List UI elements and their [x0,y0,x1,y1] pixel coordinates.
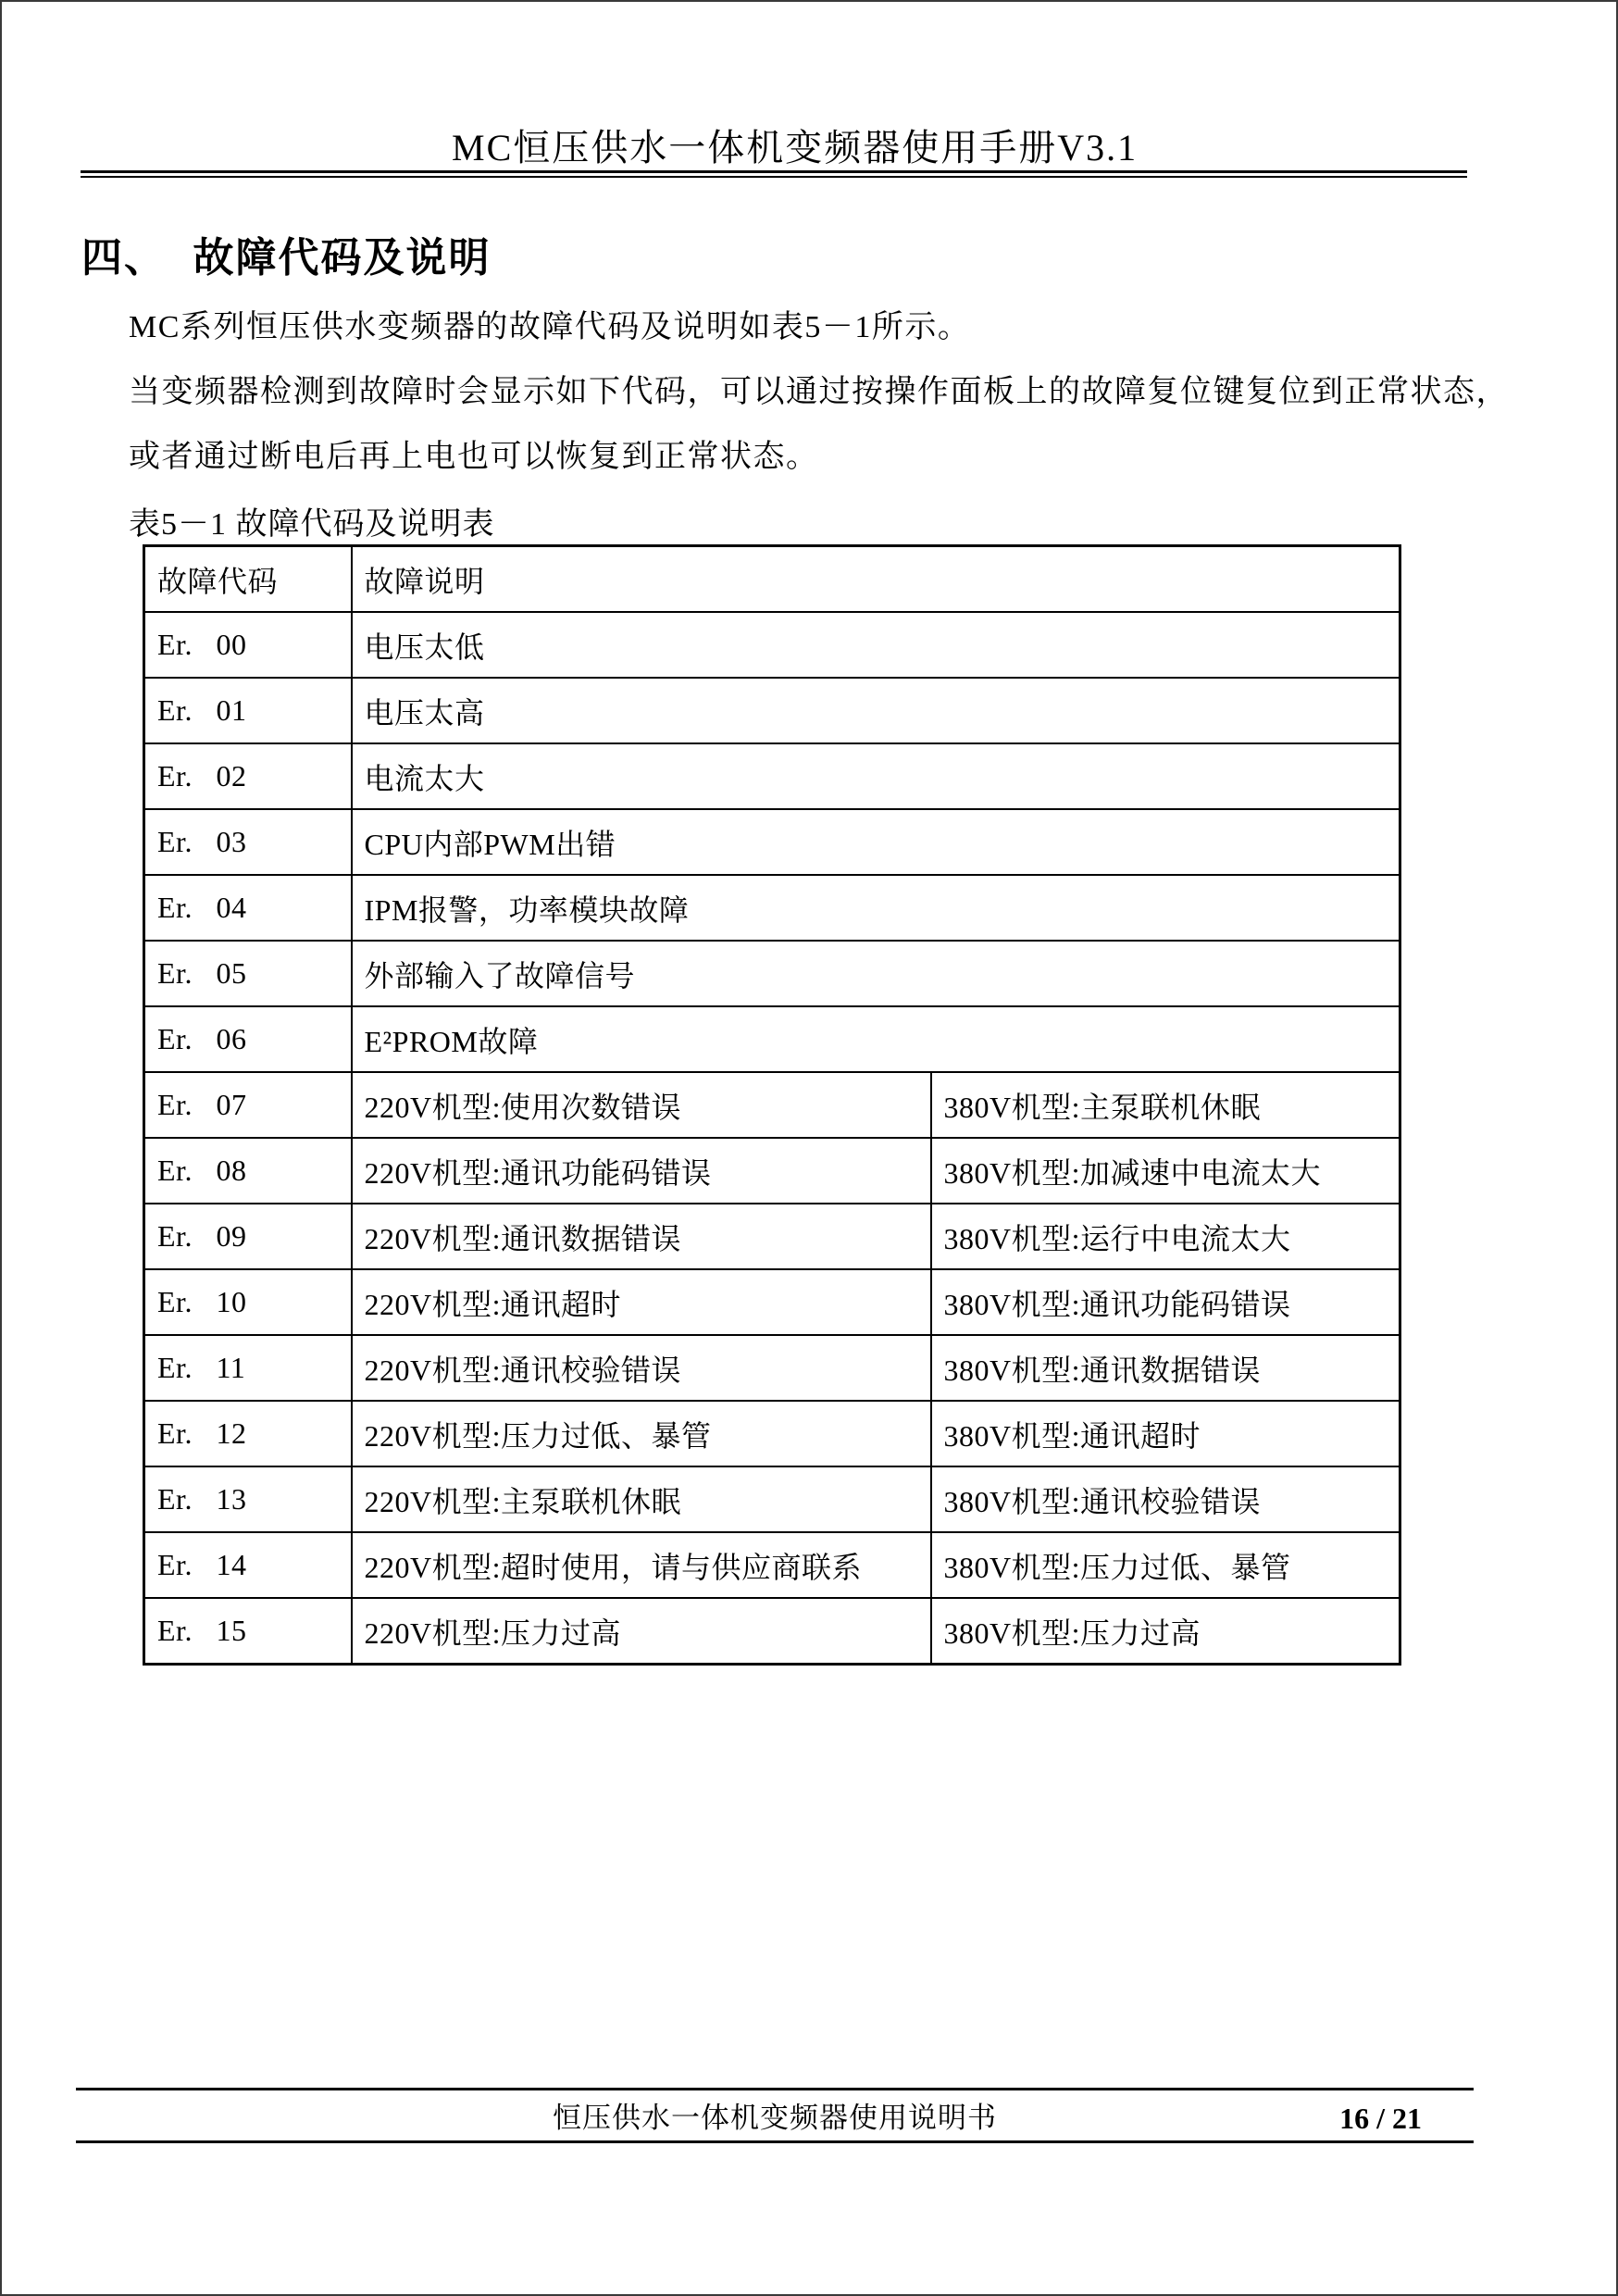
fault-code-cell: Er. 06 [144,1006,352,1072]
fault-desc-220v-cell: 220V机型:压力过高 [352,1598,931,1665]
table-row [144,1466,1400,1532]
footer-page-number: 16 / 21 [1339,2102,1422,2135]
fault-code-cell: Er. 12 [144,1401,352,1466]
fault-desc-380v-cell: 380V机型:压力过低、暴管 [931,1532,1400,1598]
fault-desc-380v-cell: 380V机型:运行中电流太大 [931,1204,1400,1269]
footer-rule-top [76,2088,1474,2090]
fault-code-cell: Er. 02 [144,743,352,809]
fault-code-cell: Er. 14 [144,1532,352,1598]
intro-paragraphs [129,295,1509,490]
table-row [144,1072,1400,1138]
fault-desc-220v-cell: 220V机型:通讯功能码错误 [352,1138,931,1204]
paragraph-line: 或者通过断电后再上电也可以恢复到正常状态。 [129,440,819,474]
table-header-row [144,546,1400,613]
fault-desc-380v-cell: 380V机型:通讯校验错误 [931,1466,1400,1532]
fault-desc-cell: E²PROM故障 [352,1006,1400,1072]
fault-code-cell: Er. 11 [144,1335,352,1401]
table-row [144,1006,1400,1072]
table-row [144,1269,1400,1335]
fault-code-cell: Er. 13 [144,1466,352,1532]
fault-desc-220v-cell: 220V机型:通讯超时 [352,1269,931,1335]
header-double-rule [81,170,1467,178]
fault-code-cell: Er. 07 [144,1072,352,1138]
fault-desc-cell: 电流太大 [352,743,1400,809]
table-row [144,1532,1400,1598]
fault-code-cell: Er. 04 [144,875,352,941]
section-title: 四、 故障代码及说明 [81,235,492,281]
fault-code-cell: Er. 08 [144,1138,352,1204]
paragraph-line: 当变频器检测到故障时会显示如下代码，可以通过按操作面板上的故障复位键复位到正常状态， [129,375,1509,409]
fault-desc-380v-cell: 380V机型:通讯数据错误 [931,1335,1400,1401]
fault-desc-220v-cell: 220V机型:压力过低、暴管 [352,1401,931,1466]
fault-desc-380v-cell: 380V机型:主泵联机休眠 [931,1072,1400,1138]
table-row [144,1598,1400,1665]
fault-code-cell: Er. 09 [144,1204,352,1269]
table-row [144,875,1400,941]
table-row [144,612,1400,678]
table-row [144,1204,1400,1269]
fault-desc-380v-cell: 380V机型:压力过高 [931,1598,1400,1665]
table-row [144,809,1400,875]
col-header-fault-desc: 故障说明 [352,546,1400,613]
col-header-fault-code: 故障代码 [144,546,352,613]
fault-desc-380v-cell: 380V机型:通讯超时 [931,1401,1400,1466]
footer-doc-title: 恒压供水一体机变频器使用说明书 [553,2102,997,2134]
table-row [144,1138,1400,1204]
fault-desc-cell: 电压太低 [352,612,1400,678]
fault-desc-220v-cell: 220V机型:通讯校验错误 [352,1335,931,1401]
fault-code-cell: Er. 01 [144,678,352,743]
table-row [144,1401,1400,1466]
fault-desc-cell: CPU内部PWM出错 [352,809,1400,875]
fault-desc-380v-cell: 380V机型:加减速中电流太大 [931,1138,1400,1204]
fault-desc-cell: 外部输入了故障信号 [352,941,1400,1006]
fault-code-cell: Er. 00 [144,612,352,678]
table-row [144,941,1400,1006]
fault-desc-220v-cell: 220V机型:使用次数错误 [352,1072,931,1138]
fault-desc-cell: IPM报警，功率模块故障 [352,875,1400,941]
fault-desc-380v-cell: 380V机型:通讯功能码错误 [931,1269,1400,1335]
fault-desc-220v-cell: 220V机型:主泵联机休眠 [352,1466,931,1532]
fault-desc-220v-cell: 220V机型:通讯数据错误 [352,1204,931,1269]
footer-rule-bottom [76,2140,1474,2143]
fault-desc-cell: 电压太高 [352,678,1400,743]
page-header-title: MC恒压供水一体机变频器使用手册V3.1 [452,127,1139,168]
table-row [144,1335,1400,1401]
paragraph-line: MC系列恒压供水变频器的故障代码及说明如表5－1所示。 [129,310,971,344]
fault-code-table [143,544,1401,1666]
fault-code-cell: Er. 03 [144,809,352,875]
table-row [144,743,1400,809]
table-caption: 表5－1 故障代码及说明表 [129,507,495,542]
fault-code-cell: Er. 15 [144,1598,352,1665]
fault-code-cell: Er. 05 [144,941,352,1006]
fault-code-cell: Er. 10 [144,1269,352,1335]
fault-desc-220v-cell: 220V机型:超时使用，请与供应商联系 [352,1532,931,1598]
table-row [144,678,1400,743]
